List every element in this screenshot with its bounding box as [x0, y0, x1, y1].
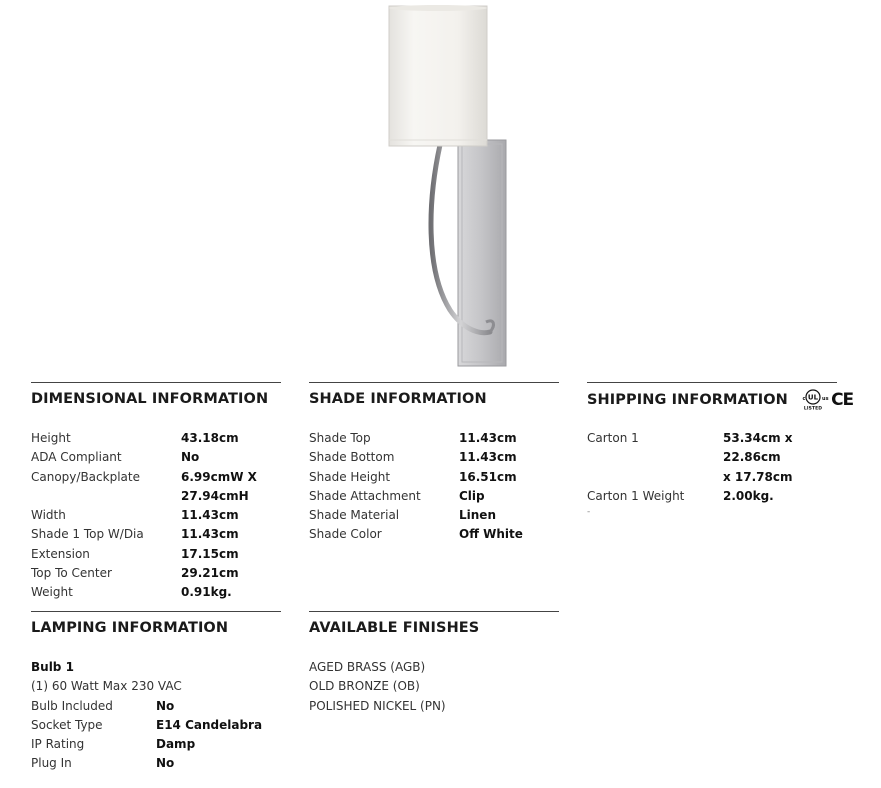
spec-value-line: 16.51cm [459, 469, 517, 484]
spec-value [459, 525, 523, 544]
spec-label: IP Rating [31, 737, 85, 752]
spec-value-line: 11.43cm [459, 450, 517, 465]
spec-value-line: 0.91kg. [181, 585, 232, 600]
spec-value-line: 11.43cm [181, 508, 239, 523]
spec-value [459, 506, 496, 525]
spec-label: Carton 1 Weight [587, 488, 685, 503]
spec-row [31, 506, 281, 525]
spec-value-line: Off White [459, 527, 523, 542]
spec-value-line: 2.00kg. [723, 488, 774, 503]
spec-label: Shade Bottom [309, 450, 395, 465]
spec-row [31, 754, 281, 773]
spec-label: Top To Center [31, 566, 112, 581]
svg-text:c: c [802, 396, 806, 402]
svg-text:LISTED: LISTED [803, 406, 823, 412]
spec-value [459, 448, 517, 467]
spec-label: Shade 1 Top W/Dia [31, 527, 144, 542]
spec-value [181, 583, 232, 602]
finish-item: POLISHED NICKEL (PN) [309, 698, 446, 713]
spec-label: Socket Type [31, 717, 103, 732]
spec-value-line: No [156, 756, 175, 771]
section-divider [309, 611, 559, 612]
spec-row [309, 487, 559, 506]
spec-label: Carton 1 [587, 431, 639, 445]
spec-label: Height [31, 431, 71, 445]
spec-row [309, 506, 559, 525]
spec-value-line: 27.94cmH [181, 488, 249, 503]
spec-row [31, 448, 281, 467]
spec-label: Shade Attachment [309, 488, 421, 503]
bulb-description: (1) 60 Watt Max 230 VAC [31, 679, 182, 694]
section-title: AVAILABLE FINISHES [309, 620, 480, 636]
spec-row [587, 429, 837, 487]
spec-value [723, 429, 837, 487]
spec-row [309, 429, 559, 448]
spec-value-line: 17.15cm [181, 546, 239, 561]
spec-row [31, 525, 281, 544]
section-divider [587, 382, 837, 383]
spec-value-line: Linen [459, 508, 496, 523]
section-title [587, 389, 854, 412]
spec-value [181, 564, 239, 583]
spec-value-line: 11.43cm [181, 527, 239, 542]
spec-value [459, 468, 517, 487]
spec-label: Shade Color [309, 527, 382, 542]
section-title: LAMPING INFORMATION [31, 620, 229, 636]
spec-label: Shade Top [309, 431, 371, 445]
ul-listed-icon [801, 389, 827, 411]
spec-value [181, 448, 199, 467]
section-title: SHADE INFORMATION [309, 391, 487, 407]
spec-value [723, 487, 774, 506]
spec-value-line: x 17.78cm [723, 469, 793, 484]
spec-value [181, 429, 239, 448]
spec-value [459, 429, 517, 448]
spec-value-line: Clip [459, 488, 485, 503]
spec-row [31, 735, 281, 754]
spec-value-line: E14 Candelabra [156, 717, 263, 732]
bulb-title: Bulb 1 [31, 660, 74, 674]
ce-mark-icon: CE [831, 390, 854, 410]
spec-value-line: 29.21cm [181, 566, 239, 581]
spec-row [31, 583, 281, 602]
spec-value [181, 506, 239, 525]
spec-row [31, 564, 281, 583]
spec-value-line: 11.43cm [459, 431, 517, 445]
spec-value [156, 697, 174, 716]
spec-value-line: 53.34cm x 22.86cm [723, 431, 793, 465]
spec-value [181, 525, 239, 544]
spec-row [31, 545, 281, 564]
trailing-mark: - [587, 507, 591, 518]
certification-marks [801, 389, 853, 411]
spec-value-line: 43.18cm [181, 431, 239, 445]
spec-value-line: No [181, 450, 200, 465]
spec-row [31, 697, 281, 716]
spec-value-line: Damp [156, 737, 196, 752]
spec-row [31, 429, 281, 448]
svg-text:UL: UL [807, 393, 819, 402]
section-title: DIMENSIONAL INFORMATION [31, 391, 269, 407]
section-title-text: SHIPPING INFORMATION [587, 392, 788, 408]
spec-row [309, 448, 559, 467]
product-image [370, 0, 520, 372]
spec-row [587, 487, 837, 506]
spec-label: Bulb Included [31, 698, 113, 713]
spec-label: Weight [31, 585, 73, 600]
shipping-information-section [587, 382, 854, 518]
spec-value [156, 754, 174, 773]
svg-text:us: us [822, 396, 829, 402]
spec-value-line: 6.99cmW X [181, 469, 257, 484]
spec-label: Shade Height [309, 469, 391, 484]
finish-item: AGED BRASS (AGB) [309, 660, 426, 674]
finish-item: OLD BRONZE (OB) [309, 679, 420, 694]
spec-row [309, 525, 559, 544]
spec-label: Canopy/Backplate [31, 469, 140, 484]
spec-row [309, 468, 559, 487]
spec-value [181, 545, 239, 564]
section-divider [31, 382, 281, 383]
spec-label: ADA Compliant [31, 450, 122, 465]
lamping-information-section [31, 611, 281, 774]
dimensional-information-section [31, 382, 281, 603]
spec-value [181, 468, 257, 507]
spec-value-line: No [156, 698, 175, 713]
spec-value [156, 735, 195, 754]
spec-label: Width [31, 508, 66, 523]
available-finishes-section [309, 611, 559, 716]
spec-label: Shade Material [309, 508, 400, 523]
lamp-shade [389, 6, 487, 146]
spec-label: Extension [31, 546, 90, 561]
section-divider [309, 382, 559, 383]
spec-value [459, 487, 485, 506]
spec-row [31, 716, 281, 735]
shade-information-section [309, 382, 559, 545]
spec-label: Plug In [31, 756, 72, 771]
section-divider [31, 611, 281, 612]
spec-value [156, 716, 262, 735]
spec-row [31, 468, 281, 507]
